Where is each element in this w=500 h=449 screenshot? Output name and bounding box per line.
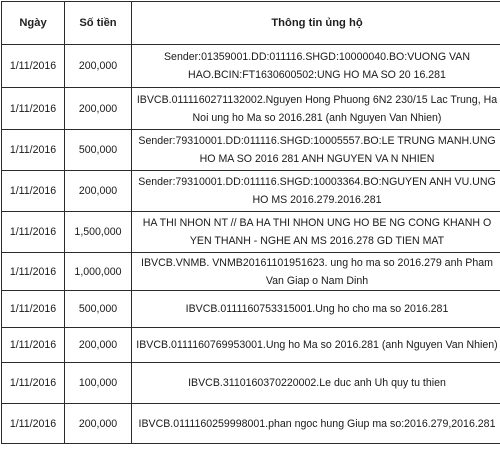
table-row — [2, 45, 500, 88]
table-row — [2, 253, 500, 291]
cell-amount: 200,000 — [65, 88, 132, 130]
donation-table — [1, 1, 500, 444]
cell-date: 1/11/2016 — [2, 363, 65, 404]
cell-info: Sender:01359001.DD:011116.SHGD:10000040.BO:VUONG VAN HAO.BCIN:FT1630600502:UNG HO MA SO 20 16.281 — [132, 45, 500, 88]
cell-date: 1/11/2016 — [2, 253, 65, 291]
table-row — [2, 291, 500, 328]
cell-amount: 100,000 — [65, 363, 132, 404]
cell-amount: 500,000 — [65, 291, 132, 328]
cell-amount: 200,000 — [65, 171, 132, 212]
cell-info: IBVCB.VNMB. VNMB20161101951623. ung ho ma so 2016.279 anh Pham Van Giap o Nam Dinh — [132, 253, 500, 291]
cell-amount: 1,000,000 — [65, 253, 132, 291]
cell-info: Sender:79310001.DD:011116.SHGD:10005557.BO:LE TRUNG MANH.UNG HO MA SO 2016 281 ANH NGUYEN VA N NHIEN — [132, 130, 500, 171]
cell-date: 1/11/2016 — [2, 328, 65, 363]
header-row — [2, 2, 500, 45]
cell-date: 1/11/2016 — [2, 130, 65, 171]
cell-date: 1/11/2016 — [2, 404, 65, 444]
table-row — [2, 363, 500, 404]
header-amount: Số tiền — [65, 2, 132, 45]
cell-date: 1/11/2016 — [2, 291, 65, 328]
cell-amount: 200,000 — [65, 45, 132, 88]
cell-amount: 200,000 — [65, 404, 132, 444]
cell-date: 1/11/2016 — [2, 45, 65, 88]
table-row — [2, 404, 500, 444]
cell-info: IBVCB.0111160271132002.Nguyen Hong Phuong 6N2 230/15 Lac Trung, Ha Noi ung ho Ma so 2016.281 (anh Nguyen Van Nhien) — [132, 88, 500, 130]
header-date: Ngày — [2, 2, 65, 45]
cell-amount: 200,000 — [65, 328, 132, 363]
cell-date: 1/11/2016 — [2, 88, 65, 130]
cell-amount: 500,000 — [65, 130, 132, 171]
header-info: Thông tin ủng hộ — [132, 2, 500, 45]
cell-info: IBVCB.0111160769953001.Ung ho Ma so 2016.281 (anh Nguyen Van Nhien) — [132, 328, 500, 363]
table-row — [2, 328, 500, 363]
cell-info: IBVCB.3110160370220002.Le duc anh Uh quy tu thien — [132, 363, 500, 404]
table-body — [2, 45, 500, 444]
cell-info: HA THI NHON NT // BA HA THI NHON UNG HO BE NG CONG KHANH O YEN THANH - NGHE AN MS 2016.278 GD TIEN MAT — [132, 212, 500, 253]
cell-info: IBVCB.0111160753315001.Ung ho cho ma so 2016.281 — [132, 291, 500, 328]
cell-date: 1/11/2016 — [2, 171, 65, 212]
table-row — [2, 88, 500, 130]
table-row — [2, 171, 500, 212]
cell-info: IBVCB.0111160259998001.phan ngoc hung Giup ma so:2016.279,2016.281 — [132, 404, 500, 444]
table-row — [2, 212, 500, 253]
cell-info: Sender:79310001.DD:011116.SHGD:10003364.BO:NGUYEN ANH VU.UNG HO MS 2016.279.2016.281 — [132, 171, 500, 212]
table-row — [2, 130, 500, 171]
cell-amount: 1,500,000 — [65, 212, 132, 253]
cell-date: 1/11/2016 — [2, 212, 65, 253]
